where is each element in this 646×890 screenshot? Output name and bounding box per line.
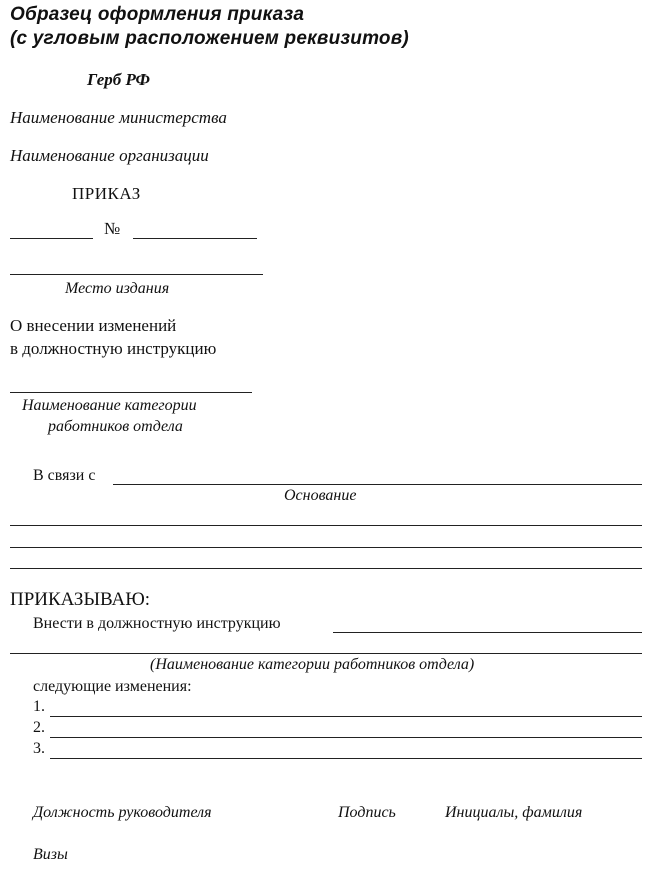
reason-label: Основание <box>284 487 357 504</box>
item-number-3: 3. <box>33 740 45 757</box>
subject-line1: О внесении изменений <box>10 316 177 335</box>
number-line <box>133 238 257 239</box>
reason-line-2 <box>10 525 642 526</box>
category-line <box>10 392 252 393</box>
form-title-line1: Образец оформления приказа <box>10 4 305 25</box>
place-label: Место издания <box>65 280 170 297</box>
item-number-1: 1. <box>33 698 45 715</box>
signature-position: Должность руководителя <box>33 804 212 821</box>
category-label-line2: работников отдела <box>48 418 183 435</box>
emblem-label: Герб РФ <box>87 70 150 89</box>
item-line-3 <box>50 758 642 759</box>
organization-label: Наименование организации <box>10 146 209 165</box>
order-word: ПРИКАЗЫВАЮ: <box>10 589 151 610</box>
signature-sign: Подпись <box>338 804 396 821</box>
visas-label: Визы <box>33 846 68 863</box>
form-title-line2: (с угловым расположением реквизитов) <box>10 28 409 49</box>
place-line <box>10 274 263 275</box>
document-type: ПРИКАЗ <box>72 184 141 203</box>
changes-text: следующие изменения: <box>33 678 192 695</box>
subject-line2: в должностную инструкцию <box>10 339 217 358</box>
item-line-2 <box>50 737 642 738</box>
reason-line-4 <box>10 568 642 569</box>
reason-line <box>113 484 642 485</box>
insert-line-2 <box>10 653 642 654</box>
item-line-1 <box>50 716 642 717</box>
reason-line-3 <box>10 547 642 548</box>
number-sign: № <box>104 219 121 238</box>
category-label-line1: Наименование категории <box>22 397 197 414</box>
signature-name: Инициалы, фамилия <box>445 804 583 821</box>
category-label: (Наименование категории работников отдела) <box>150 656 475 673</box>
insert-text: Внести в должностную инструкцию <box>33 615 281 632</box>
item-number-2: 2. <box>33 719 45 736</box>
reason-prefix: В связи с <box>33 467 96 484</box>
insert-line <box>333 632 642 633</box>
ministry-label: Наименование министерства <box>10 108 227 127</box>
date-line <box>10 238 93 239</box>
